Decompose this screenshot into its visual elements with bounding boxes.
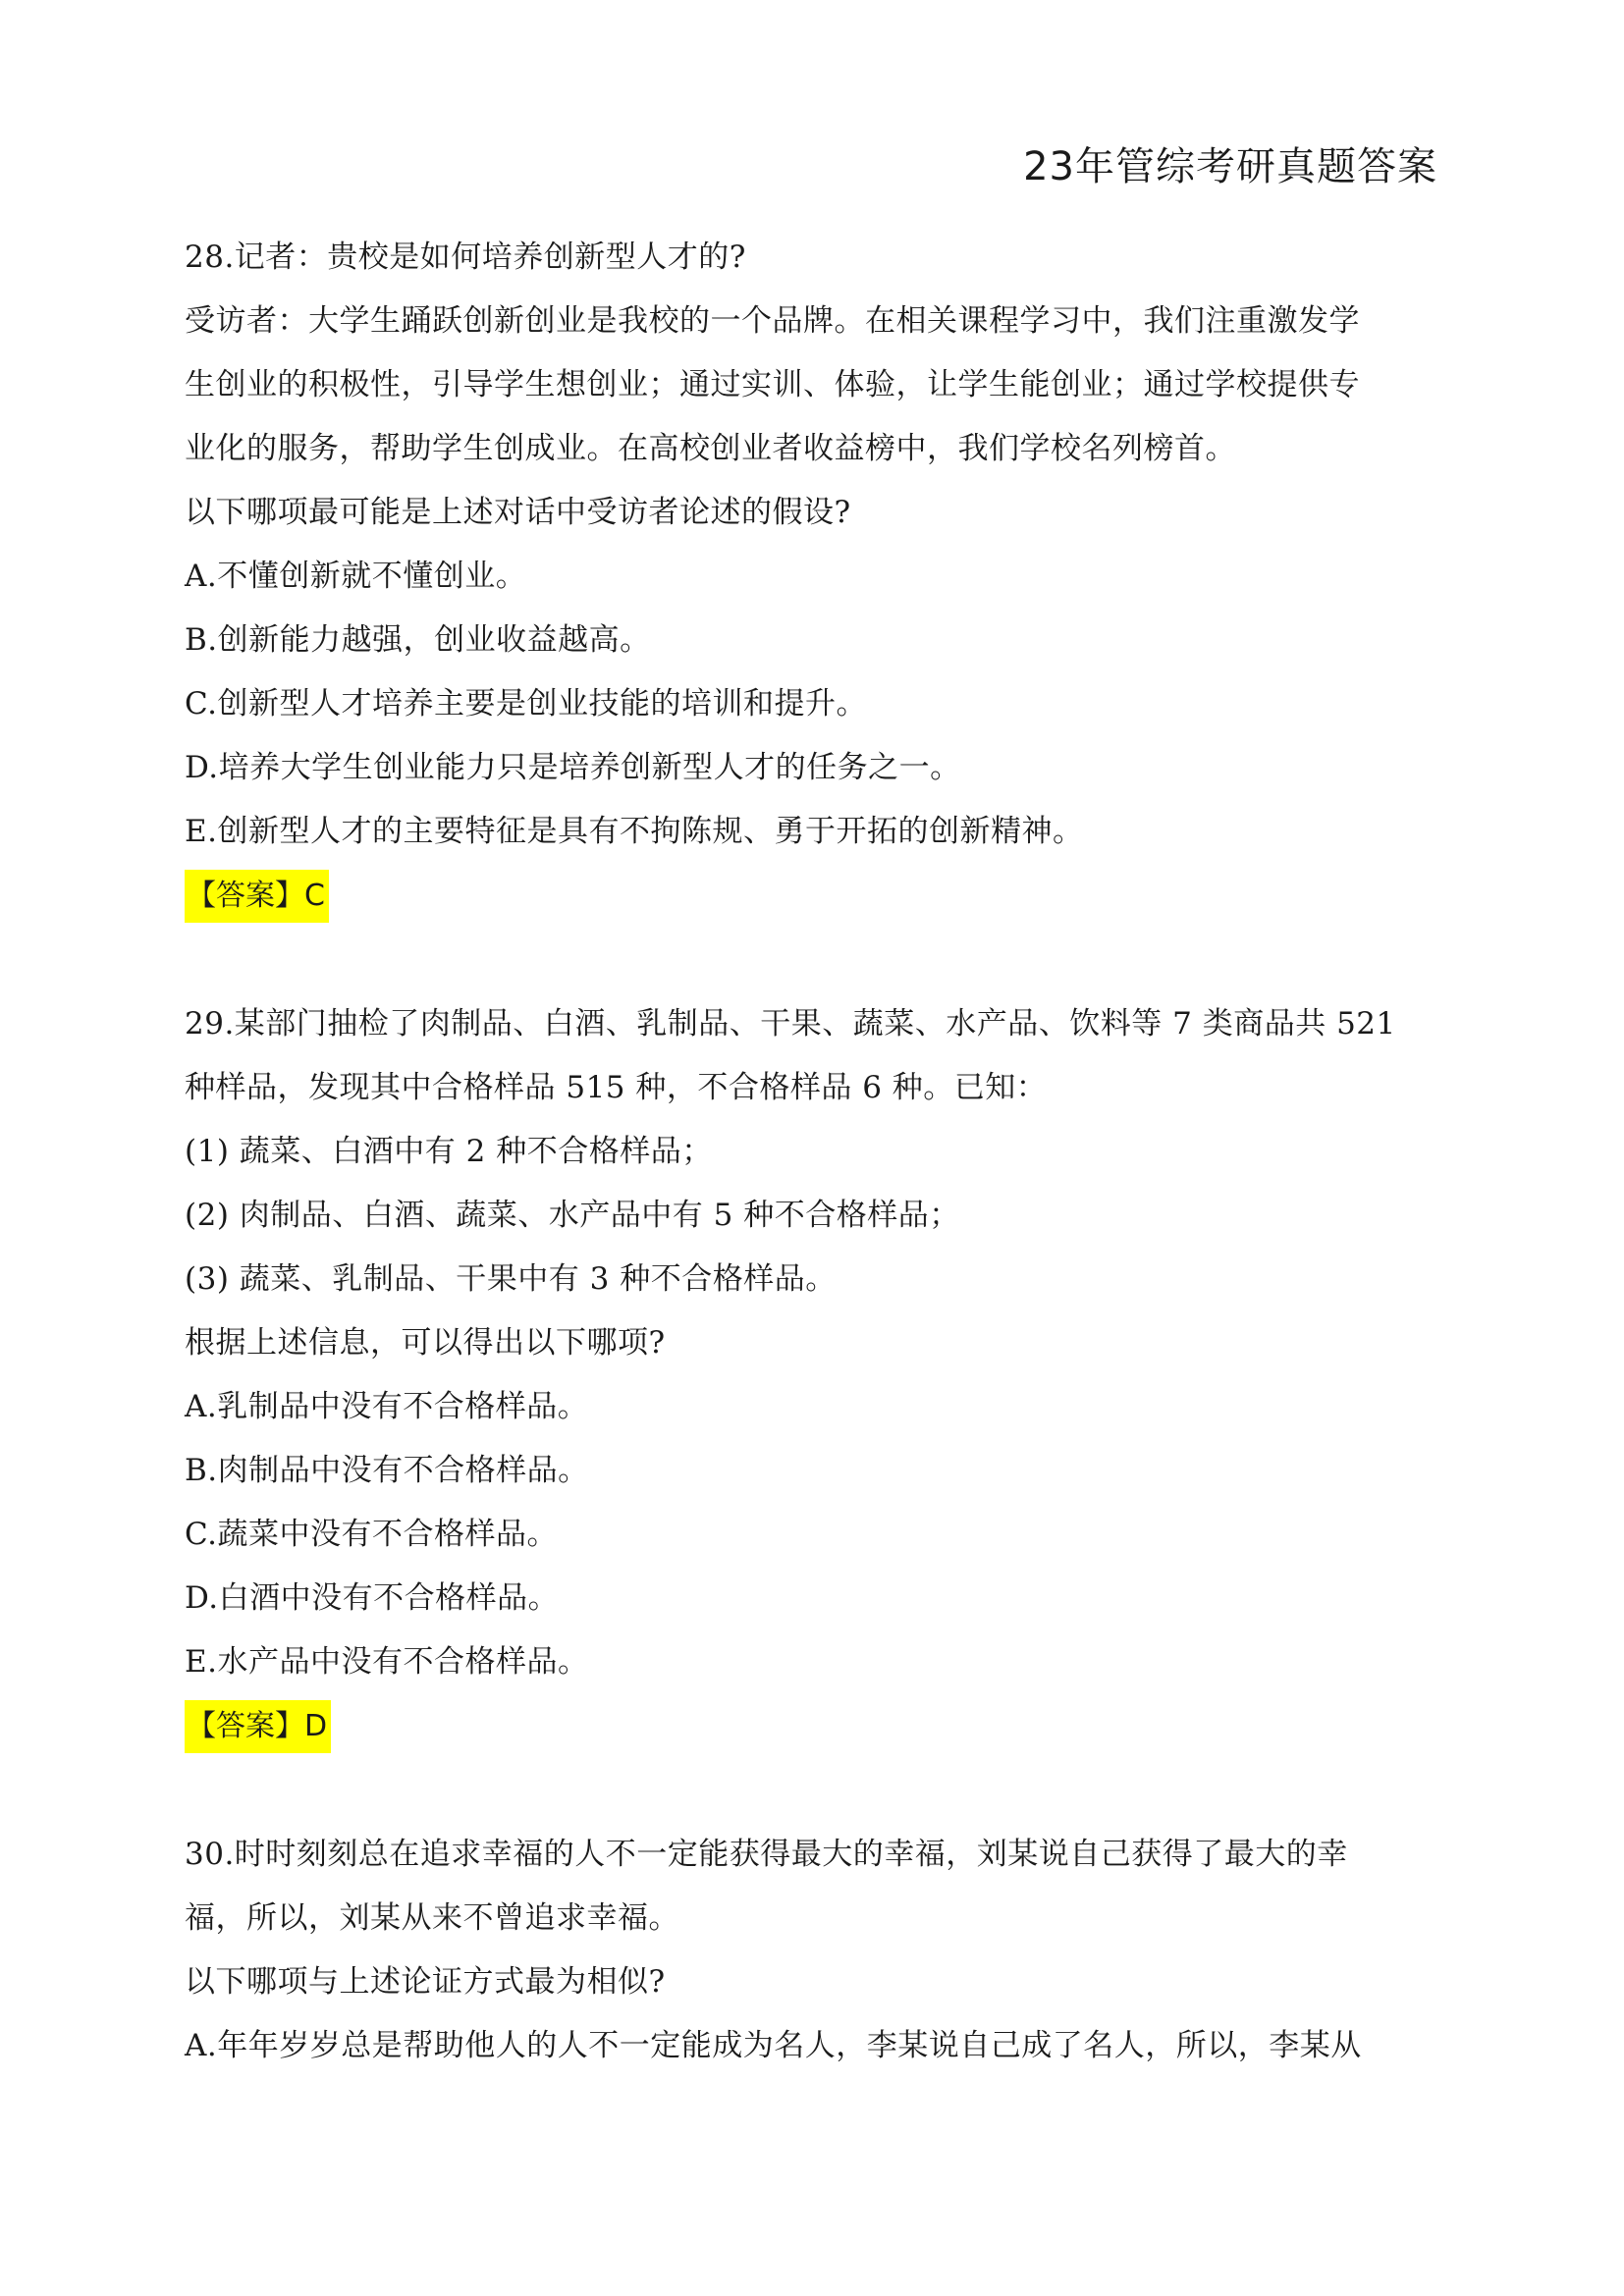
question-stem-line: 种样品，发现其中合格样品 515 种，不合格样品 6 种。已知： (185, 1070, 1048, 1105)
question-stem-line: 业化的服务，帮助学生创成业。在高校创业者收益榜中，我们学校名列榜首。 (185, 431, 1236, 466)
question-stem-line: 受访者：大学生踊跃创新创业是我校的一个品牌。在相关课程学习中，我们注重激发学 (185, 303, 1360, 339)
option-c: C.创新型人才培养主要是创业技能的培训和提升。 (185, 686, 867, 721)
option-c: C.蔬菜中没有不合格样品。 (185, 1517, 558, 1552)
answer-highlight: 【答案】C (185, 870, 329, 923)
spacer (185, 1758, 1451, 1823)
option-b: B.肉制品中没有不合格样品。 (185, 1453, 589, 1488)
question-stem-line: 28.记者：贵校是如何培养创新型人才的? (185, 240, 746, 275)
question-stem-line: 30.时时刻刻总在追求幸福的人不一定能获得最大的幸福，刘某说自己获得了最大的幸 (185, 1837, 1348, 1872)
option-d: D.白酒中没有不合格样品。 (185, 1580, 560, 1616)
question-29 (185, 992, 1451, 1758)
option-d: D.培养大学生创业能力只是培养创新型人才的任务之一。 (185, 750, 961, 785)
option-b: B.创新能力越强，创业收益越高。 (185, 622, 651, 658)
question-stem-line: 生创业的积极性，引导学生想创业；通过实训、体验，让学生能创业；通过学校提供专 (185, 367, 1360, 402)
option-e: E.创新型人才的主要特征是具有不拘陈规、勇于开拓的创新精神。 (185, 814, 1084, 849)
question-prompt: 以下哪项最可能是上述对话中受访者论述的假设? (185, 495, 851, 530)
question-prompt: 根据上述信息，可以得出以下哪项? (185, 1325, 666, 1361)
condition-line: (2) 肉制品、白酒、蔬菜、水产品中有 5 种不合格样品； (185, 1198, 960, 1233)
question-prompt: 以下哪项与上述论证方式最为相似? (185, 1964, 666, 2000)
spacer (185, 928, 1451, 992)
answer-highlight: 【答案】D (185, 1700, 331, 1753)
answer-row (185, 1694, 1451, 1758)
question-28 (185, 226, 1451, 928)
page-header-title: 23年管综考研真题答案 (1023, 144, 1437, 189)
option-a: A.乳制品中没有不合格样品。 (185, 1389, 589, 1424)
question-30 (185, 1823, 1451, 2078)
condition-line: (1) 蔬菜、白酒中有 2 种不合格样品； (185, 1134, 713, 1169)
condition-line: (3) 蔬菜、乳制品、干果中有 3 种不合格样品。 (185, 1261, 837, 1297)
question-stem-line: 29.某部门抽检了肉制品、白酒、乳制品、干果、蔬菜、水产品、饮料等 7 类商品共 521 (185, 1006, 1396, 1041)
question-stem-line: 福，所以，刘某从来不曾追求幸福。 (185, 1900, 679, 1936)
document-body (185, 226, 1451, 2078)
answer-row (185, 864, 1451, 928)
option-e: E.水产品中没有不合格样品。 (185, 1644, 589, 1680)
option-a: A.不懂创新就不懂创业。 (185, 559, 527, 594)
option-a: A.年年岁岁总是帮助他人的人不一定能成为名人，李某说自己成了名人，所以，李某从 (185, 2028, 1362, 2063)
